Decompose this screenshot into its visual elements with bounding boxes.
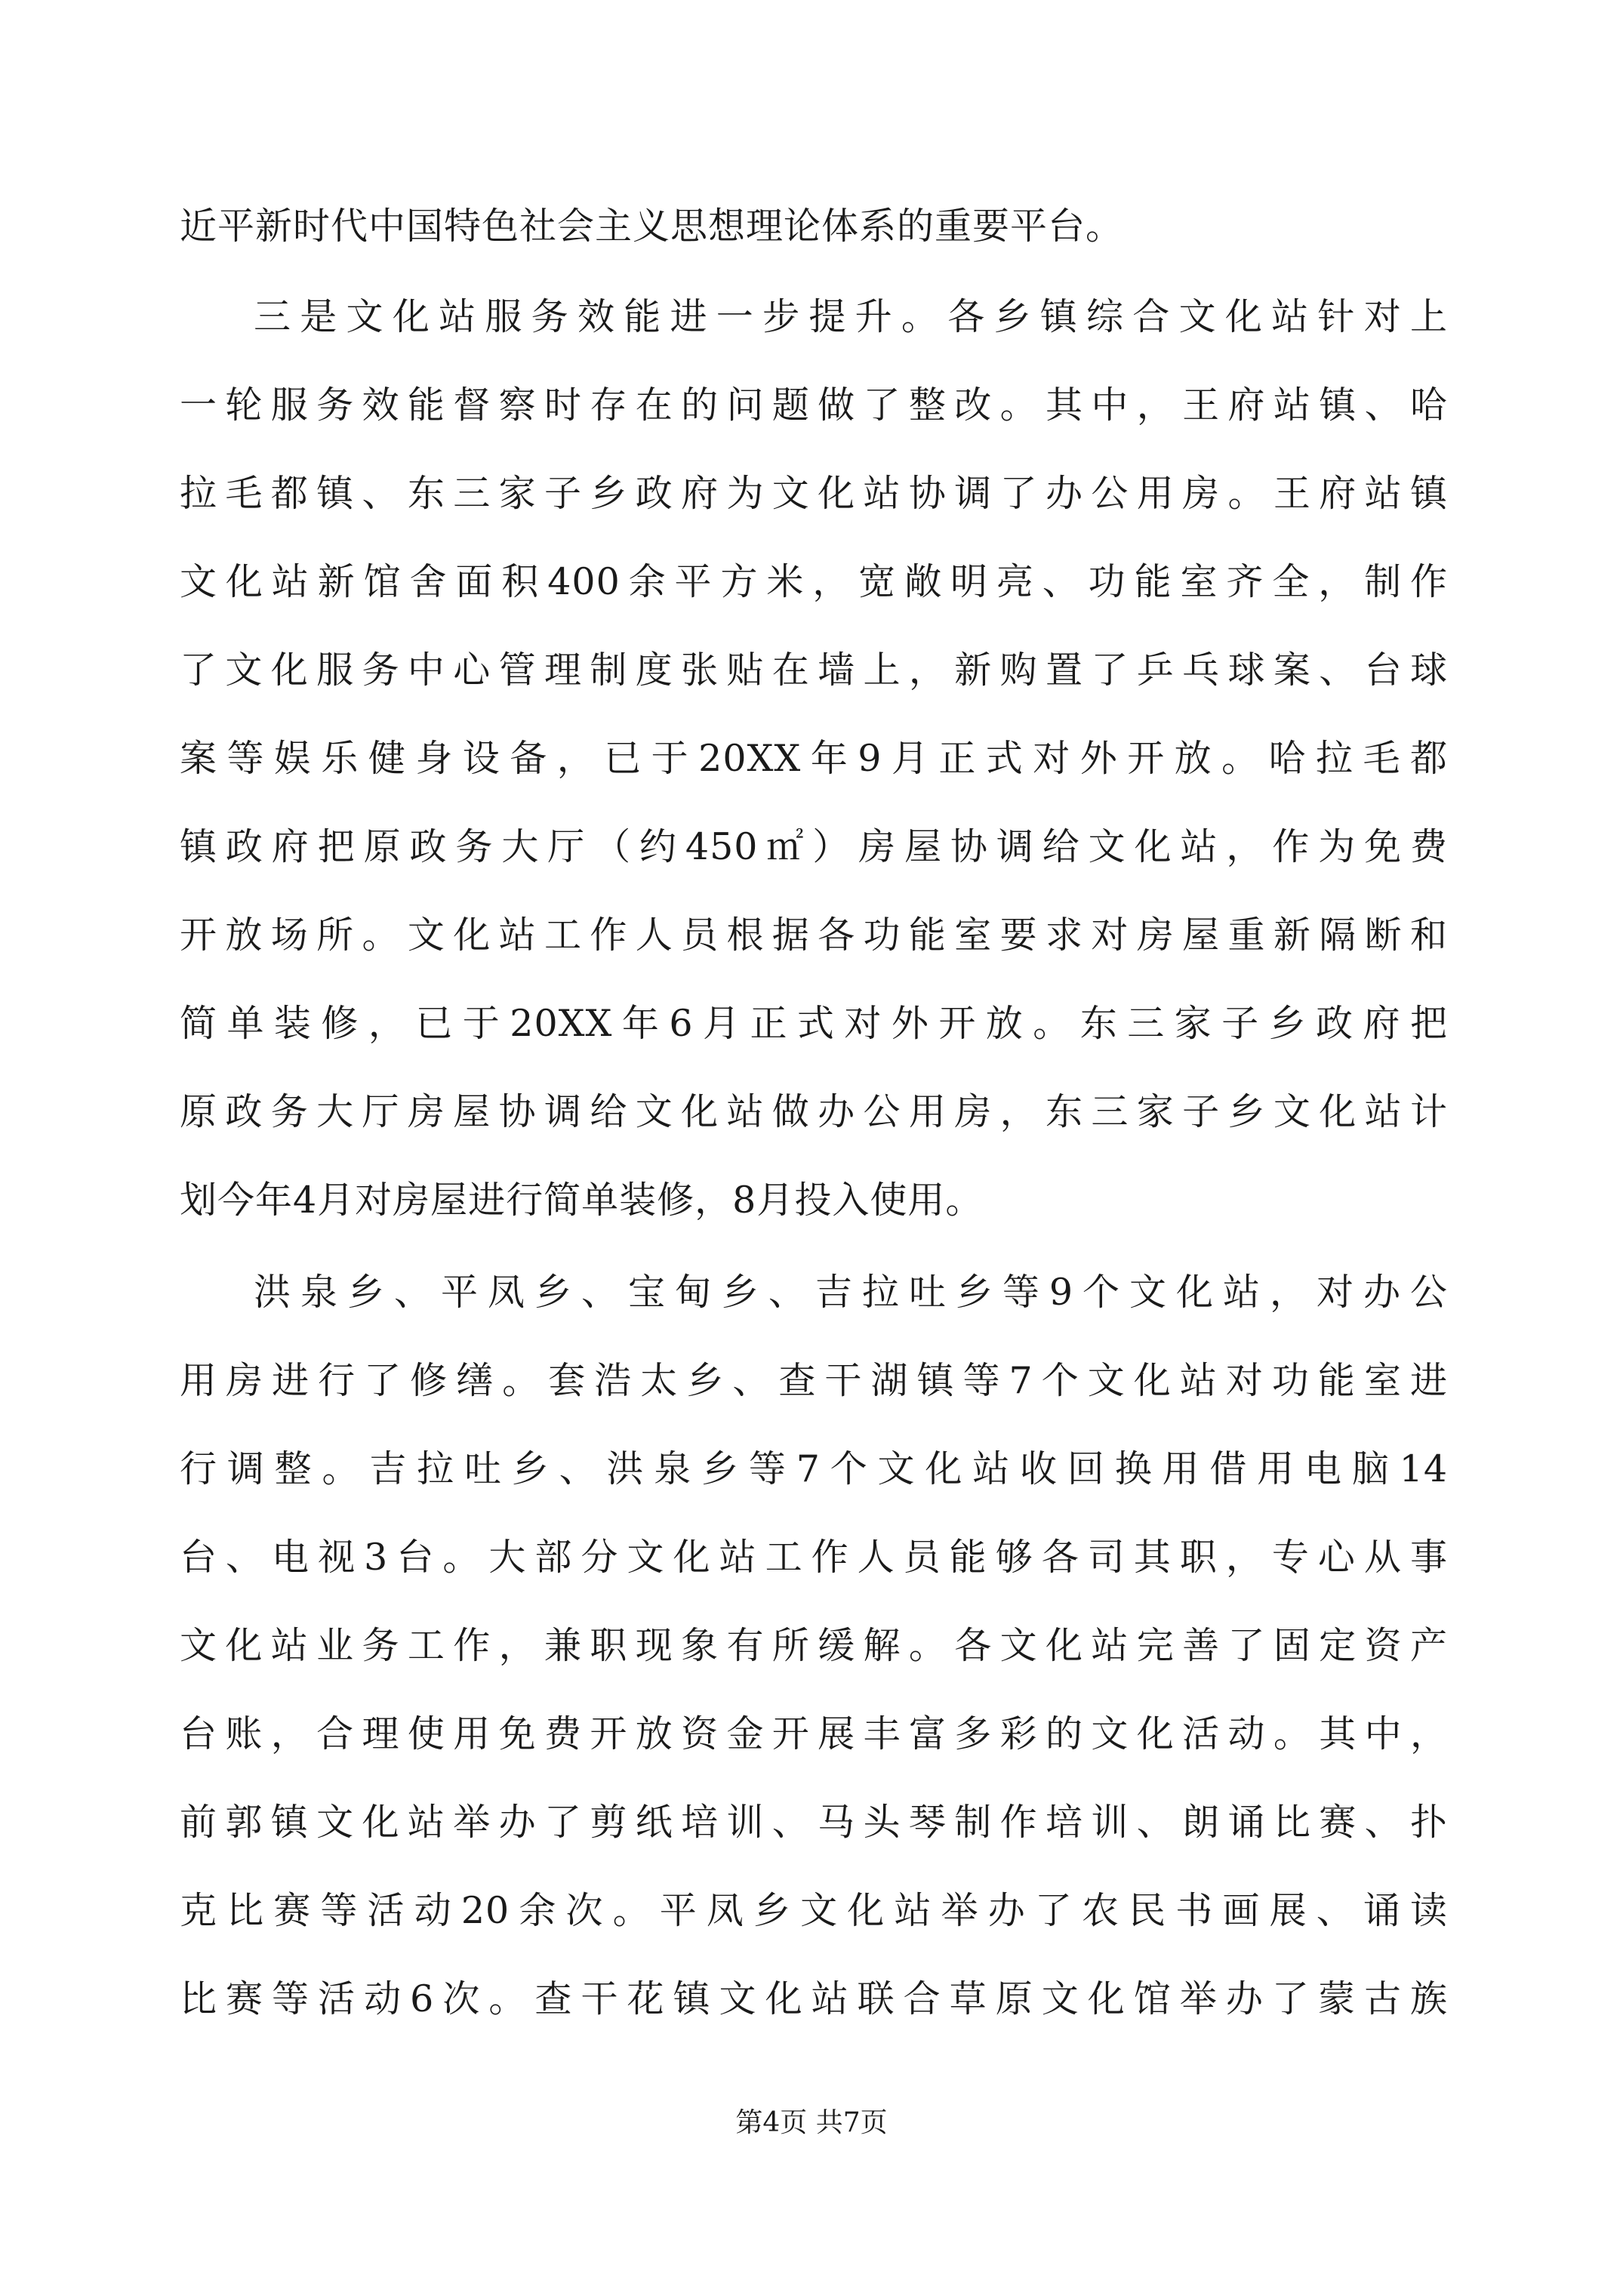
- text-line-3: 一轮服务效能督察时存在的问题做了整改。其中，王府站镇、哈: [180, 384, 1448, 427]
- text-line-19: 前郭镇文化站举办了剪纸培训、马头琴制作培训、朗诵比赛、扑: [180, 1801, 1448, 1844]
- text-line-2: 三是文化站服务效能进一步提升。各乡镇综合文化站针对上: [254, 295, 1448, 338]
- page-footer: 第4页 共7页: [735, 2107, 888, 2138]
- text-line-6: 了文化服务中心管理制度张贴在墙上，新购置了乒乓球案、台球: [180, 649, 1448, 692]
- text-line-5: 文化站新馆舍面积400余平方米，宽敞明亮、功能室齐全，制作: [180, 560, 1448, 603]
- text-line-21: 比赛等活动6次。查干花镇文化站联合草原文化馆举办了蒙古族: [180, 1977, 1448, 2020]
- text-line-18: 台账，合理使用免费开放资金开展丰富多彩的文化活动。其中，: [180, 1712, 1448, 1755]
- text-line-20: 克比赛等活动20余次。平凤乡文化站举办了农民书画展、诵读: [180, 1889, 1448, 1932]
- text-line-17: 文化站业务工作，兼职现象有所缓解。各文化站完善了固定资产: [180, 1624, 1448, 1667]
- text-line-16: 台、电视3台。大部分文化站工作人员能够各司其职，专心从事: [180, 1536, 1448, 1579]
- text-line-11: 原政务大厅房屋协调给文化站做办公用房，东三家子乡文化站计: [180, 1090, 1448, 1133]
- text-line-4: 拉毛都镇、东三家子乡政府为文化站协调了办公用房。王府站镇: [180, 472, 1448, 515]
- text-line-13: 洪泉乡、平凤乡、宝甸乡、吉拉吐乡等9个文化站，对办公: [254, 1271, 1448, 1314]
- text-line-15: 行调整。吉拉吐乡、洪泉乡等7个文化站收回换用借用电脑14: [180, 1447, 1448, 1490]
- text-line-1: 近平新时代中国特色社会主义思想理论体系的重要平台。: [180, 205, 1124, 248]
- text-line-9: 开放场所。文化站工作人员根据各功能室要求对房屋重新隔断和: [180, 914, 1448, 957]
- text-line-7: 案等娱乐健身设备，已于20XX年9月正式对外开放。哈拉毛都: [180, 737, 1448, 780]
- text-line-10: 简单装修，已于20XX年6月正式对外开放。东三家子乡政府把: [180, 1002, 1448, 1045]
- text-line-12: 划今年4月对房屋进行简单装修，8月投入使用。: [180, 1179, 984, 1222]
- text-line-8: 镇政府把原政务大厅（约450㎡）房屋协调给文化站，作为免费: [180, 825, 1448, 868]
- text-line-14: 用房进行了修缮。套浩太乡、查干湖镇等7个文化站对功能室进: [180, 1359, 1448, 1402]
